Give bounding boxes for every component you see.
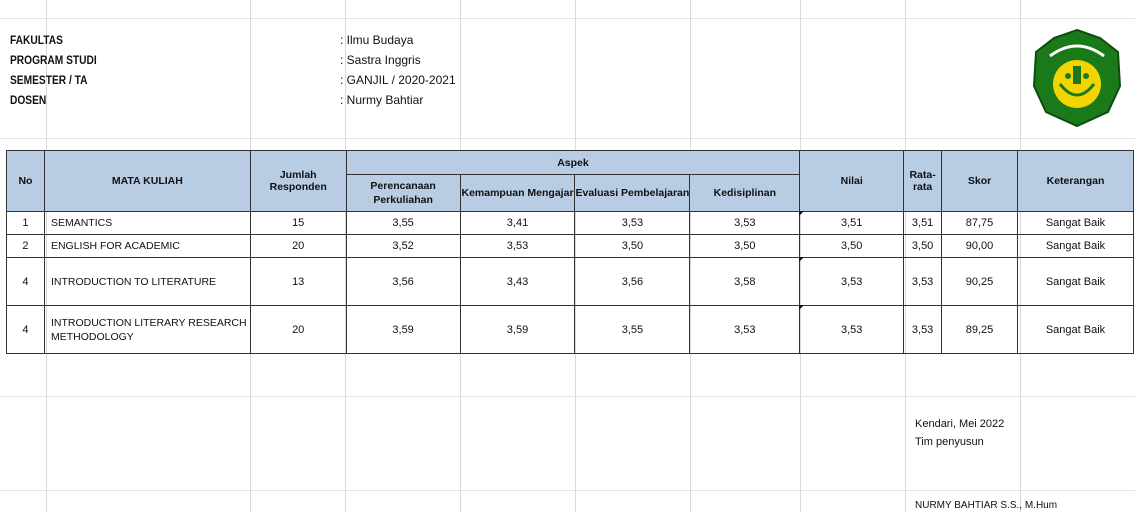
- table-row: [7, 306, 1134, 354]
- gridline: [0, 18, 1135, 19]
- cell-skor: 90,00: [942, 235, 1018, 258]
- cell-average: 3,53: [904, 258, 942, 306]
- cell-no: 4: [7, 306, 45, 354]
- header-value: : Nurmy Bahtiar: [340, 93, 424, 107]
- header-label: DOSEN: [10, 93, 47, 107]
- table-row: [7, 235, 1134, 258]
- cell-average: 3,53: [904, 306, 942, 354]
- university-logo-icon: [1030, 26, 1124, 130]
- cell-aspect-2: 3,53: [460, 235, 575, 258]
- cell-aspect-2: 3,43: [460, 258, 575, 306]
- header-remarks: Keterangan: [1017, 151, 1133, 212]
- header-aspect-2: Kemampuan Mengajar: [460, 175, 575, 212]
- cell-aspect-2: 3,41: [460, 212, 575, 235]
- header-aspect-4: Kedisiplinan: [690, 175, 800, 212]
- cell-skor: 90,25: [942, 258, 1018, 306]
- cell-respondents: 20: [250, 306, 346, 354]
- header-row-semester: [10, 70, 456, 90]
- cell-score: 3,51: [800, 212, 904, 235]
- cell-score: 3,50: [800, 235, 904, 258]
- gridline: [0, 138, 1135, 139]
- cell-aspect-1: 3,59: [346, 306, 460, 354]
- header-label: PROGRAM STUDI: [10, 53, 97, 67]
- cell-course: SEMANTICS: [44, 212, 250, 235]
- cell-remarks: Sangat Baik: [1017, 306, 1133, 354]
- evaluation-table: [6, 150, 1134, 354]
- header-row-lecturer: [10, 90, 456, 110]
- cell-no: 2: [7, 235, 45, 258]
- signature-role: Tim penyusun: [915, 436, 984, 448]
- header-respondents: Jumlah Responden: [250, 151, 346, 212]
- cell-aspect-3: 3,56: [575, 258, 690, 306]
- cell-aspect-4: 3,50: [690, 235, 800, 258]
- header-aspect-1: Perencanaan Perkuliahan: [346, 175, 460, 212]
- cell-course: INTRODUCTION TO LITERATURE: [44, 258, 250, 306]
- cell-aspect-3: 3,53: [575, 212, 690, 235]
- cell-course: INTRODUCTION LITERARY RESEARCH METHODOLOGY: [44, 306, 250, 354]
- cell-remarks: Sangat Baik: [1017, 212, 1133, 235]
- cell-respondents: 20: [250, 235, 346, 258]
- signature-name: NURMY BAHTIAR S.S., M.Hum: [915, 500, 1058, 511]
- cell-aspect-1: 3,55: [346, 212, 460, 235]
- header-average: Rata-rata: [904, 151, 942, 212]
- cell-remarks: Sangat Baik: [1017, 235, 1133, 258]
- header-score: Nilai: [800, 151, 904, 212]
- header-label: FAKULTAS: [10, 33, 63, 47]
- cell-no: 1: [7, 212, 45, 235]
- header-course: MATA KULIAH: [44, 151, 250, 212]
- cell-respondents: 13: [250, 258, 346, 306]
- cell-aspect-2: 3,59: [460, 306, 575, 354]
- cell-course: ENGLISH FOR ACADEMIC: [44, 235, 250, 258]
- cell-aspect-3: 3,50: [575, 235, 690, 258]
- cell-aspect-4: 3,53: [690, 306, 800, 354]
- header-aspect-3: Evaluasi Pembelajaran: [575, 175, 690, 212]
- cell-aspect-1: 3,52: [346, 235, 460, 258]
- header-skor: Skor: [942, 151, 1018, 212]
- cell-aspect-1: 3,56: [346, 258, 460, 306]
- cell-skor: 87,75: [942, 212, 1018, 235]
- gridline: [0, 490, 1135, 491]
- header-value: : GANJIL / 2020-2021: [340, 73, 456, 87]
- cell-remarks: Sangat Baik: [1017, 258, 1133, 306]
- header-value: : Sastra Inggris: [340, 53, 421, 67]
- cell-respondents: 15: [250, 212, 346, 235]
- cell-skor: 89,25: [942, 306, 1018, 354]
- table-row: [7, 258, 1134, 306]
- table-row: [7, 212, 1134, 235]
- header-no: No: [7, 151, 45, 212]
- cell-score: 3,53: [800, 306, 904, 354]
- cell-aspect-4: 3,53: [690, 212, 800, 235]
- cell-aspect-4: 3,58: [690, 258, 800, 306]
- cell-aspect-3: 3,55: [575, 306, 690, 354]
- header-label: SEMESTER / TA: [10, 73, 88, 87]
- header-aspect-group: Aspek: [346, 151, 800, 175]
- signature-block: [915, 415, 1058, 511]
- document-header: [10, 30, 456, 110]
- cell-average: 3,50: [904, 235, 942, 258]
- gridline: [0, 396, 1135, 397]
- cell-average: 3,51: [904, 212, 942, 235]
- cell-score: 3,53: [800, 258, 904, 306]
- cell-no: 4: [7, 258, 45, 306]
- signature-place-date: Kendari, Mei 2022: [915, 418, 1005, 430]
- header-row-faculty: [10, 30, 456, 50]
- header-row-program: [10, 50, 456, 70]
- header-value: : Ilmu Budaya: [340, 33, 414, 47]
